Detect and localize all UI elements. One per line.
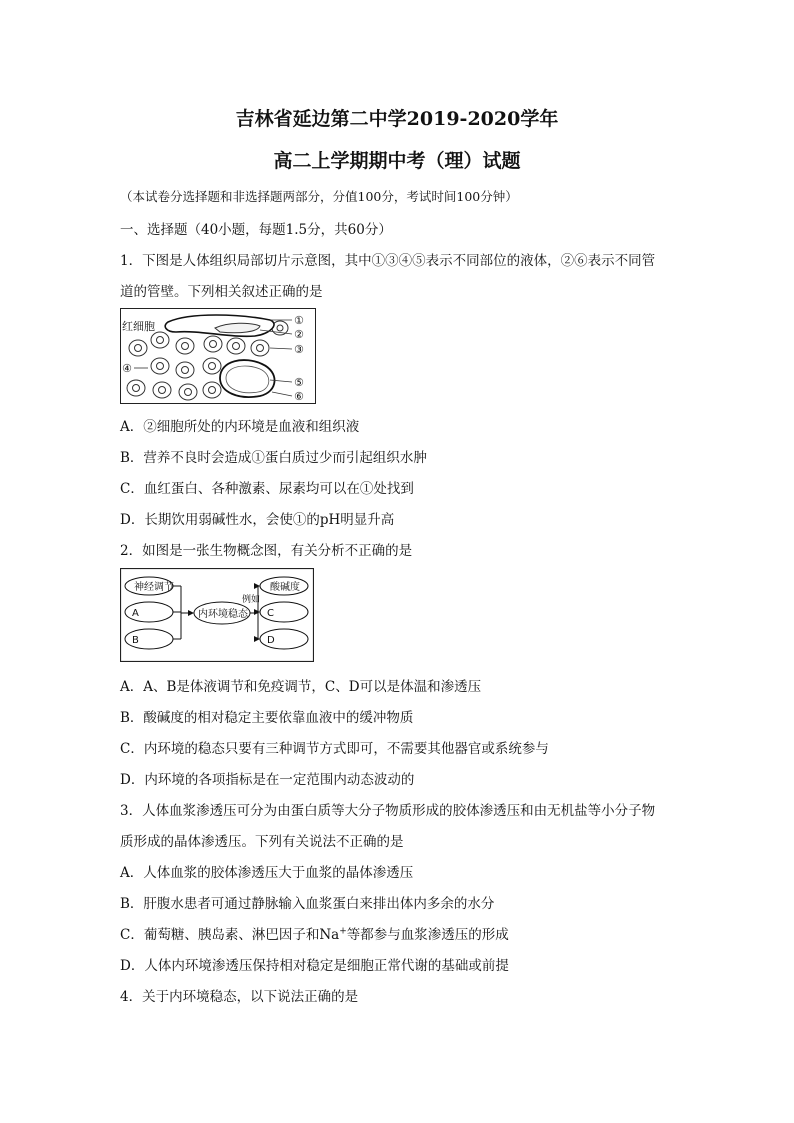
q2-node-a: A: [132, 608, 139, 619]
q1-tissue-figure: [120, 308, 316, 404]
q2-concept-diagram: [120, 568, 314, 662]
section-heading: 一、选择题（40小题，每题1.5分，共60分）: [120, 222, 392, 238]
q2-node-c: C: [267, 608, 274, 619]
title-line-1: 吉林省延边第二中学2019-2020学年: [235, 108, 559, 130]
q1-marker-5: ⑤: [294, 376, 304, 389]
q2-stem: 2．如图是一张生物概念图，有关分析不正确的是: [120, 543, 413, 559]
q3-option-a: A．人体血浆的胶体渗透压大于血浆的晶体渗透压: [120, 865, 414, 881]
q1-marker-6: ⑥: [294, 390, 304, 403]
q3-option-d: D．人体内环境渗透压保持相对稳定是细胞正常代谢的基础或前提: [120, 958, 509, 974]
q3-option-c-before: C．葡萄糖、胰岛素、淋巴因子和Na: [120, 927, 340, 943]
q1-option-b: B．营养不良时会造成①蛋白质过少而引起组织水肿: [120, 450, 427, 466]
q1-rbc-label: 红细胞: [122, 320, 155, 333]
title-line-2: 高二上学期期中考（理）试题: [273, 150, 521, 172]
q3-option-c-sup: +: [339, 926, 347, 937]
q2-node-center: 内环境稳态: [198, 609, 248, 620]
q1-stem-line-1: 1．下图是人体组织局部切片示意图，其中①③④⑤表示不同部位的液体，②⑥表示不同管: [120, 253, 656, 269]
q2-option-b: B．酸碱度的相对稳定主要依靠血液中的缓冲物质: [120, 710, 414, 726]
q4-stem: 4．关于内环境稳态，以下说法正确的是: [120, 989, 359, 1005]
q2-node-neural: 神经调节: [134, 582, 174, 593]
q1-marker-1: ①: [294, 314, 304, 327]
q3-option-c-after: 等都参与血浆渗透压的形成: [346, 927, 509, 943]
q3-option-c: [120, 923, 680, 943]
exam-note: （本试卷分选择题和非选择题两部分，分值100分，考试时间100分钟）: [120, 189, 518, 204]
q2-node-d: D: [267, 635, 275, 646]
q1-marker-3: ③: [294, 343, 304, 356]
q1-marker-4: ④: [122, 362, 132, 375]
q3-option-b: B．肝腹水患者可通过静脉输入血浆蛋白来排出体内多余的水分: [120, 896, 495, 912]
q2-option-d: D．内环境的各项指标是在一定范围内动态波动的: [120, 772, 415, 788]
q1-marker-2: ②: [294, 328, 304, 341]
q3-stem-line-2: 质形成的晶体渗透压。下列有关说法不正确的是: [120, 834, 404, 850]
q2-node-ph: 酸碱度: [270, 582, 300, 593]
q2-option-c: C．内环境的稳态只要有三种调节方式即可，不需要其他器官或系统参与: [120, 741, 549, 757]
q2-node-b: B: [132, 635, 139, 646]
q1-option-a: A．②细胞所处的内环境是血液和组织液: [120, 419, 360, 435]
q1-stem-line-2: 道的管壁。下列相关叙述正确的是: [120, 284, 323, 300]
q2-option-a: A．A、B是体液调节和免疫调节，C、D可以是体温和渗透压: [120, 679, 482, 695]
q2-arrow-label: 例如: [242, 595, 261, 605]
q1-option-c: C．血红蛋白、各种激素、尿素均可以在①处找到: [120, 481, 414, 497]
q3-stem-line-1: 3．人体血浆渗透压可分为由蛋白质等大分子物质形成的胶体渗透压和由无机盐等小分子物: [120, 803, 656, 819]
q1-option-d: D．长期饮用弱碱性水，会使①的pH明显升高: [120, 512, 395, 528]
